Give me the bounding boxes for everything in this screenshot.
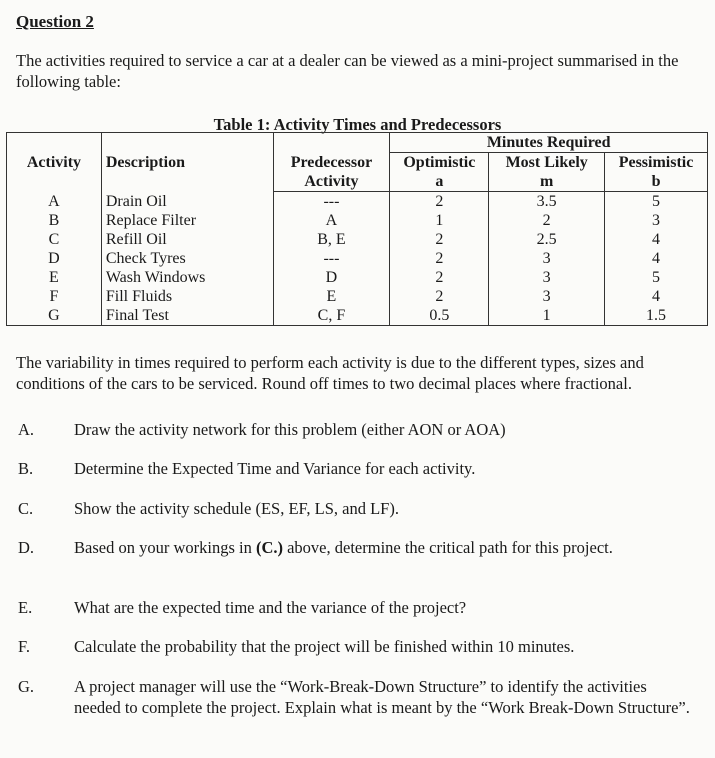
cell-description: Check Tyres <box>101 249 273 268</box>
cell-activity: D <box>7 249 102 268</box>
cell-predecessor: C, F <box>273 306 390 326</box>
cell-activity: F <box>7 287 102 306</box>
cell-pessimistic: 4 <box>605 249 708 268</box>
cell-activity: G <box>7 306 102 326</box>
cell-predecessor: --- <box>273 192 390 212</box>
cell-activity: C <box>7 230 102 249</box>
table-row <box>7 211 708 230</box>
cell-pessimistic: 5 <box>605 268 708 287</box>
cell-description: Drain Oil <box>101 192 273 212</box>
cell-optimistic: 2 <box>390 192 489 212</box>
cell-activity: E <box>7 268 102 287</box>
header-pessimistic: Pessimistic <box>605 153 708 173</box>
cell-optimistic: 2 <box>390 249 489 268</box>
header-predecessor: Predecessor <box>273 153 390 173</box>
table-title: Table 1: Activity Times and Predecessors <box>213 115 502 134</box>
cell-optimistic: 1 <box>390 211 489 230</box>
cell-most-likely: 3 <box>489 249 605 268</box>
cell-predecessor: E <box>273 287 390 306</box>
cell-predecessor: A <box>273 211 390 230</box>
question-heading: Question 2 <box>16 12 94 31</box>
cell-optimistic: 2 <box>390 287 489 306</box>
table-row <box>7 249 708 268</box>
header-optimistic-symbol: a <box>390 172 489 192</box>
cell-description: Fill Fluids <box>101 287 273 306</box>
question-text: Draw the activity network for this problem (either AON or AOA) <box>74 420 506 439</box>
cell-activity: B <box>7 211 102 230</box>
cell-predecessor: B, E <box>273 230 390 249</box>
cell-most-likely: 3.5 <box>489 192 605 212</box>
header-minutes-required: Minutes Required <box>390 133 708 153</box>
cell-description: Final Test <box>101 306 273 326</box>
question-text: Calculate the probability that the project will be finished within 10 minutes. <box>74 637 575 656</box>
table-row <box>7 268 708 287</box>
question-text: What are the expected time and the variance of the project? <box>74 598 467 617</box>
table-row <box>7 230 708 249</box>
cell-description: Wash Windows <box>101 268 273 287</box>
cell-pessimistic: 1.5 <box>605 306 708 326</box>
question-text-bold: (C.) <box>255 538 283 557</box>
header-most-likely-symbol: m <box>489 172 605 192</box>
intro-paragraph: The activities required to service a car at a dealer can be viewed as a mini-project summarised in the following table: <box>16 51 679 91</box>
question-text-part: Based on your workings in <box>74 538 256 557</box>
cell-pessimistic: 4 <box>605 287 708 306</box>
cell-optimistic: 0.5 <box>390 306 489 326</box>
cell-predecessor: D <box>273 268 390 287</box>
cell-most-likely: 3 <box>489 287 605 306</box>
cell-most-likely: 1 <box>489 306 605 326</box>
question-letter: F. <box>18 637 30 656</box>
cell-most-likely: 2.5 <box>489 230 605 249</box>
cell-optimistic: 2 <box>390 230 489 249</box>
header-activity: Activity <box>7 133 102 192</box>
question-text-part: above, determine the critical path for this project. <box>282 538 613 557</box>
question-letter: G. <box>18 677 35 696</box>
table-row <box>7 192 708 212</box>
cell-predecessor: --- <box>273 249 390 268</box>
header-most-likely: Most Likely <box>489 153 605 173</box>
question-text: A project manager will use the “Work-Break-Down Structure” to identify the activities needed to complete the project. Explain what is meant by the “Work Break-Down Structure”. <box>74 677 690 717</box>
cell-most-likely: 3 <box>489 268 605 287</box>
header-pessimistic-symbol: b <box>605 172 708 192</box>
header-predecessor-activity: Activity <box>273 172 390 192</box>
cell-pessimistic: 4 <box>605 230 708 249</box>
question-letter: C. <box>18 499 34 518</box>
cell-pessimistic: 3 <box>605 211 708 230</box>
header-description: Description <box>101 133 273 192</box>
table-row <box>7 287 708 306</box>
cell-pessimistic: 5 <box>605 192 708 212</box>
activity-table <box>6 132 708 326</box>
question-text <box>74 537 694 558</box>
cell-activity: A <box>7 192 102 212</box>
variability-paragraph: The variability in times required to perform each activity is due to the different types, sizes and conditions of the cars to be serviced. Round off times to two decimal places where fractional. <box>16 353 644 393</box>
question-text: Show the activity schedule (ES, EF, LS, and LF). <box>74 499 399 518</box>
question-letter: A. <box>18 420 35 439</box>
cell-description: Replace Filter <box>101 211 273 230</box>
cell-optimistic: 2 <box>390 268 489 287</box>
question-letter: D. <box>18 538 35 557</box>
cell-most-likely: 2 <box>489 211 605 230</box>
header-optimistic: Optimistic <box>390 153 489 173</box>
question-letter: B. <box>18 459 34 478</box>
cell-description: Refill Oil <box>101 230 273 249</box>
table-row <box>7 306 708 326</box>
question-text: Determine the Expected Time and Variance for each activity. <box>74 459 476 478</box>
question-letter: E. <box>18 598 33 617</box>
